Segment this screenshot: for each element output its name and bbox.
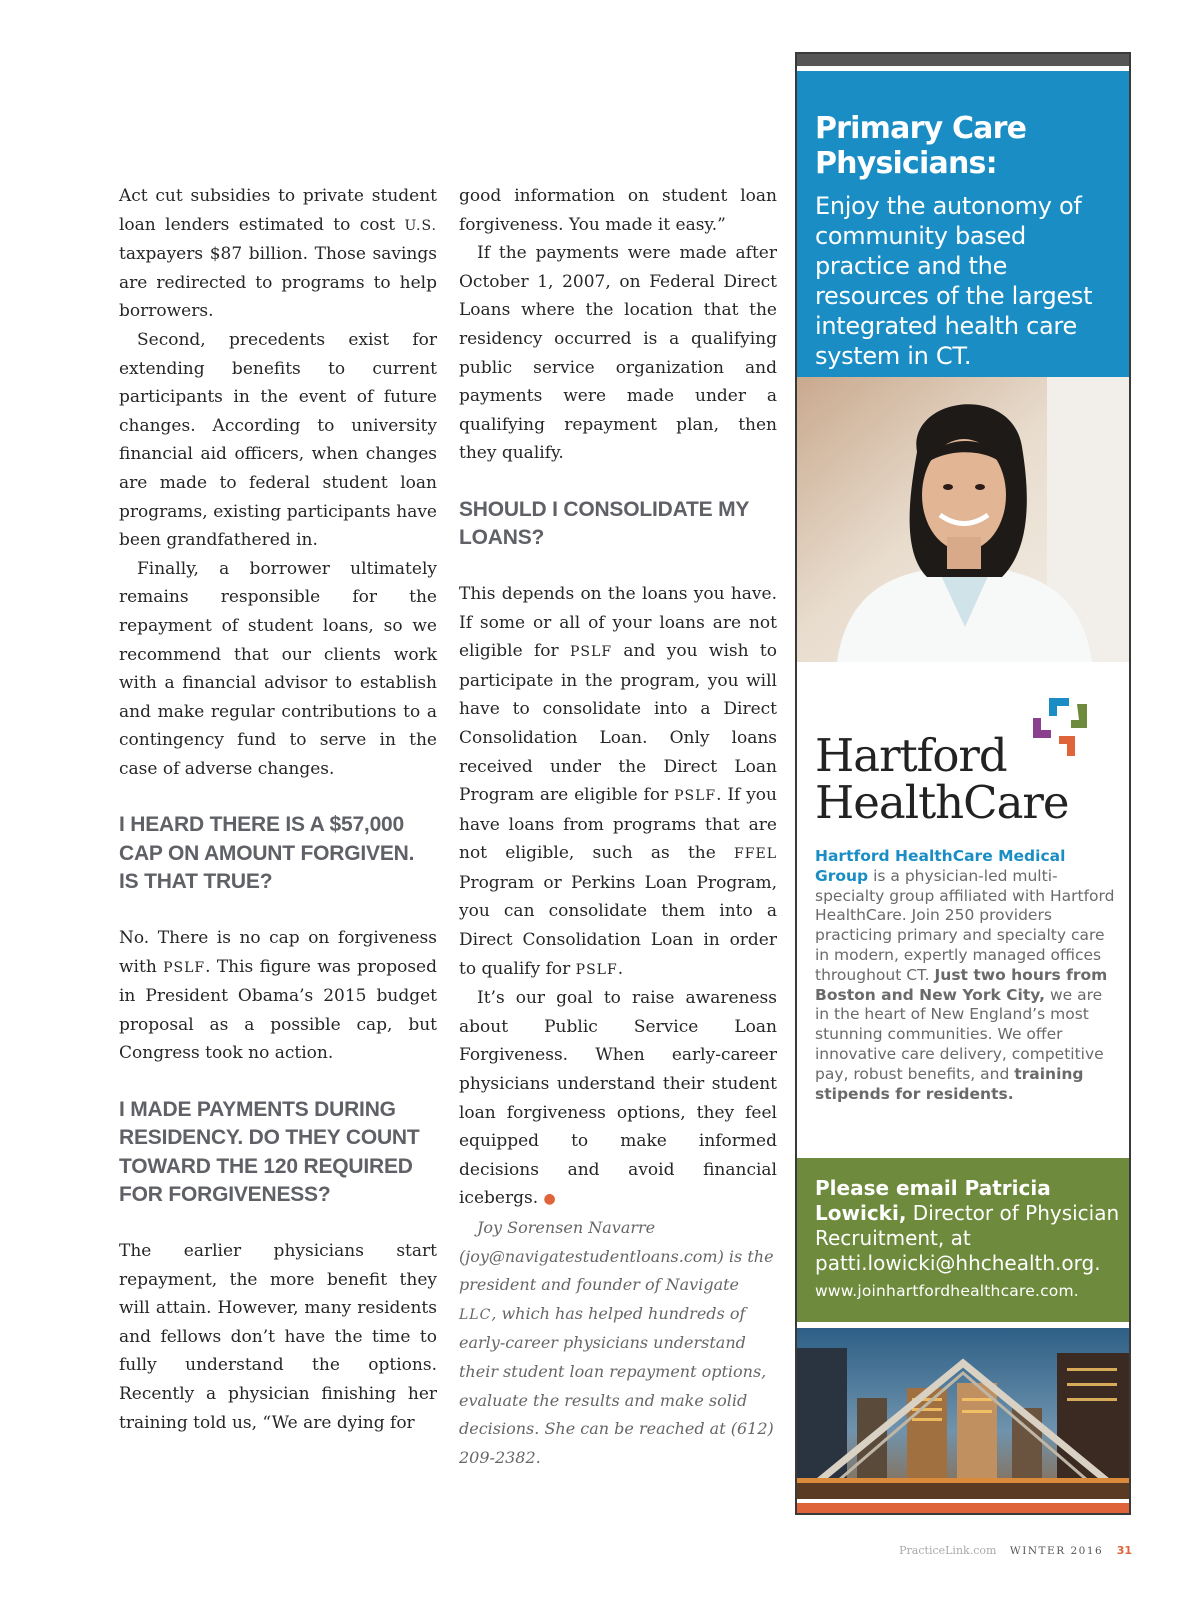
city-bridge-photo — [797, 1328, 1129, 1499]
ad-heading: Primary Care Physicians: — [815, 111, 1027, 181]
ad-top-bar — [797, 54, 1129, 66]
ad-subheading: Enjoy the autonomy of community based practice and the resources of the largest integrated health care system in CT. — [815, 192, 1093, 370]
author-bio: Joy Sorensen Navarre (joy@navigatestudentloans.com) is the president and founder of Navigate LLC, which has helped hundreds of early-career physicians understand their student loan repayment options, evaluate the results and make solid decisions. She can be reached at (612) 209-2382. — [459, 1218, 774, 1467]
hartford-healthcare-logo — [815, 694, 1115, 834]
logo-word-2: HealthCare — [815, 776, 1069, 829]
paragraph: This depends on the loans you have. If some or all of your loans are not eligible for PSLF and you wish to participate in the program, you will have to consolidate into a Direct Consolidation Loan. Only loans received under the Direct Loan Program are eligible for PSLF. If you have loans from programs that are not eligible, such as the FFEL Program or Perkins Loan Program, you can consolidate them into a Direct Consolidation Loan in order to qualify for PSLF. — [459, 583, 777, 979]
contact-text: Please email Patricia Lowicki, Director of Physician Recruitment, at patti.lowicki@hhchealth.org. — [815, 1176, 1120, 1275]
section-heading: I MADE PAYMENTS DURING RESIDENCY. DO THEY COUNT TOWARD THE 120 REQUIRED FOR FORGIVENESS? — [119, 1097, 420, 1207]
page-footer — [899, 1544, 1132, 1557]
paragraph: No. There is no cap on forgiveness with PSLF. This figure was proposed in President Obama’s 2015 budget proposal as a possible cap, but Congress took no action. — [119, 927, 437, 1064]
footer-issue: WINTER 2016 — [1009, 1545, 1104, 1557]
paragraph: The earlier physicians start repayment, the more benefit they will attain. However, many residents and fellows don’t have the time to fully understand the options. Recently a physician finishing her training told us, “We are dying for — [119, 1240, 437, 1433]
paragraph: Finally, a borrower ultimately remains responsible for the repayment of student loans, so we recommend that our clients work with a financial advisor to establish and make regular contributions to a contingency fund to serve in the case of adverse changes. — [119, 558, 437, 779]
footer-site: PracticeLink.com — [899, 1544, 997, 1557]
ad-body-copy: Hartford HealthCare Medical Group is a physician-led multi-specialty group affiliated with Hartford HealthCare. Join 250 providers practicing primary and specialty care in modern, expertly managed offices throughout CT. Just two hours from Boston and New York City, we are in the heart of New England’s most stunning communities. We offer innovative care delivery, competitive pay, robust benefits, and training stipends for residents. — [815, 847, 1115, 1103]
ad-contact-panel — [797, 1158, 1129, 1322]
paragraph: If the payments were made after October 1, 2007, on Federal Direct Loans where the location that the residency occurred is a qualifying public service organization and payments were made under a qualifying repayment plan, then they qualify. — [459, 243, 777, 464]
paragraph: It’s our goal to raise awareness about Public Service Loan Forgiveness. When early-career physicians understand their student loan forgiveness options, they feel equipped to make informed decisions and avoid financial icebergs. ● — [459, 988, 777, 1209]
paragraph: good information on student loan forgiveness. You made it easy.” — [459, 186, 777, 235]
paragraph: Act cut subsidies to private student loan lenders estimated to cost U.S. taxpayers $87 billion. Those savings are redirected to programs to help borrowers. — [119, 186, 437, 322]
physician-photo — [797, 377, 1129, 662]
page-number: 31 — [1116, 1544, 1132, 1557]
hartford-healthcare-ad — [795, 52, 1131, 1515]
logo-word-1: Hartford — [815, 729, 1007, 782]
section-heading: I HEARD THERE IS A $57,000 CAP ON AMOUNT FORGIVEN. IS THAT TRUE? — [119, 813, 415, 894]
section-heading: SHOULD I CONSOLIDATE MY LOANS? — [459, 497, 749, 550]
article-column-2 — [459, 182, 777, 1472]
ad-bottom-bar — [797, 1503, 1129, 1513]
end-bullet-icon: ● — [543, 1191, 556, 1208]
article-column-1 — [119, 182, 437, 1437]
logo-mark-icon — [1029, 694, 1095, 760]
website-link[interactable]: www.joinhartfordhealthcare.com. — [815, 1282, 1079, 1300]
ad-blue-panel — [797, 71, 1129, 377]
paragraph: Second, precedents exist for extending benefits to current participants in the event of future changes. According to university financial aid officers, when changes are made to federal student loan programs, existing participants have been grandfathered in. — [119, 329, 437, 551]
